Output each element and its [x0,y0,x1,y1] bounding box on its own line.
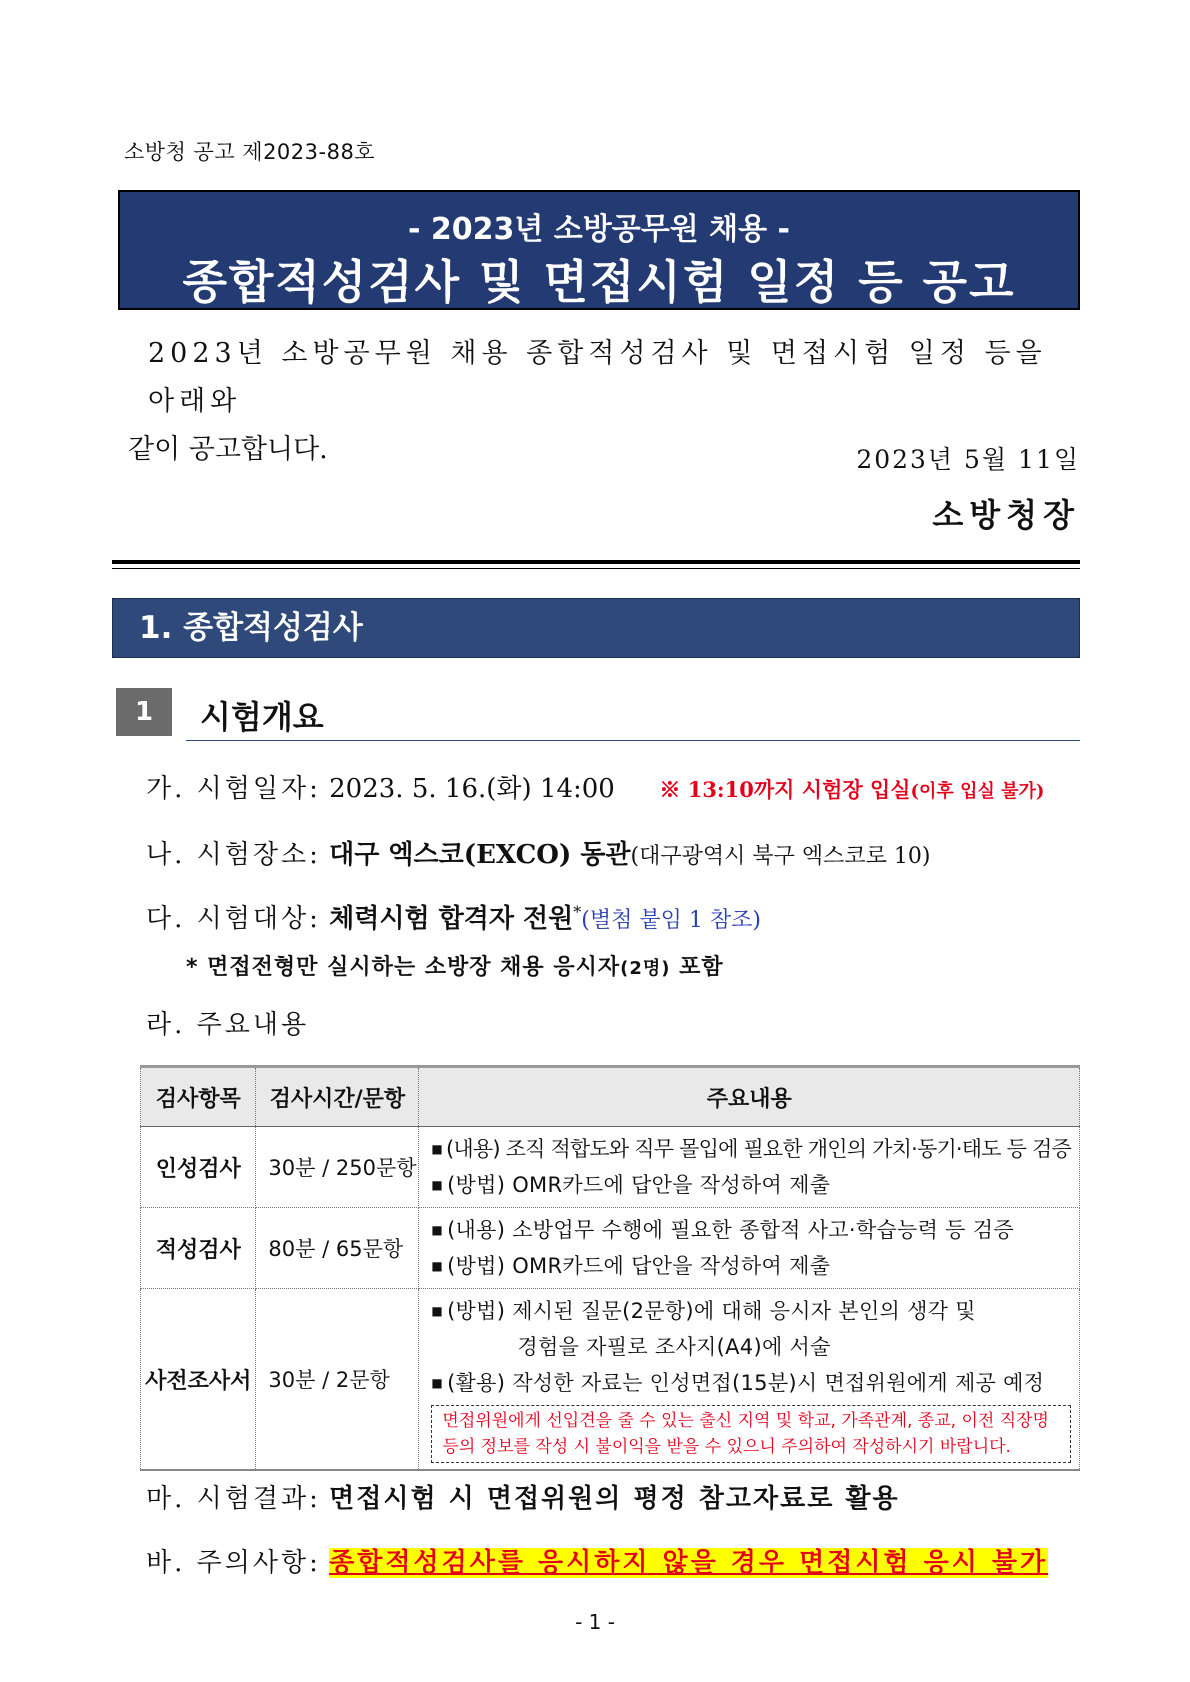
bullet-icon: ■ [431,1142,442,1156]
subsection-number: 1 [116,688,172,736]
item-exam-date [146,768,1044,805]
warning-line: 면접위원에게 선입견을 줄 수 있는 출신 지역 및 학교, 가족관계, 종교, 이전 직장명 [442,1411,1049,1431]
page-title: 종합적성검사 및 면접시험 일정 등 공고 [182,255,1016,309]
notice-date: 2023년 5월 11일 [856,445,1080,474]
page-number: - 1 - [575,1610,615,1634]
exam-target-value: 체력시험 합격자 전원 [329,904,574,934]
content-line: ■ (내용) 소방업무 수행에 필요한 종합적 사고·학습능력 등 검증 [431,1218,1014,1242]
table-header-cell: 검사항목 [141,1067,256,1127]
item-label: 바. 주의사항: [146,1548,321,1578]
test-name: 사전조사서 [141,1289,256,1471]
table-row [141,1289,1080,1471]
test-time: 30분 / 250문항 [256,1127,419,1208]
warning-box [431,1405,1071,1463]
content-line: ■ (내용) 조직 적합도와 직무 몰입에 필요한 개인의 가치·동기·태도 등 검증 [431,1137,1071,1161]
item-label: 가. 시험일자: [146,774,321,804]
subsection-underline [186,740,1080,741]
warning-line: 등의 정보를 작성 시 불이익을 받을 수 있으니 주의하여 작성하시기 바랍니다. [442,1437,1011,1457]
divider-thin [112,568,1080,569]
content-line: ■ (활용) 작성한 자료는 인성면접(15분)시 면접위원에게 제공 예정 [431,1371,1045,1395]
item-label: 나. 시험장소: [146,840,321,870]
content-line: 경험을 자필로 조사지(A4)에 서술 [517,1335,831,1359]
intro-line-2: 같이 공고합니다. [128,434,328,465]
footnote-mark: * [573,902,582,922]
bullet-icon: ■ [431,1223,444,1237]
item-exam-target [146,898,761,935]
intro-line-1: 2023년 소방공무원 채용 종합적성검사 및 면접시험 일정 등을 아래와 [148,338,1047,417]
bullet-icon: ■ [431,1376,444,1390]
bullet-icon: ■ [431,1259,444,1273]
test-content [419,1289,1080,1471]
subsection-title: 시험개요 [200,698,324,736]
divider-thick [112,560,1080,564]
footnote-count: (2명) [620,958,671,979]
table-header-cell: 주요내용 [419,1067,1080,1127]
exam-result-value: 면접시험 시 면접위원의 평정 참고자료로 활용 [329,1484,900,1514]
content-line: ■ (방법) OMR카드에 답안을 작성하여 제출 [431,1173,831,1197]
item-caution [146,1542,1048,1579]
item-exam-place [146,834,930,871]
title-subheading: - 2023년 소방공무원 채용 - [407,212,790,247]
content-line: ■ (방법) 제시된 질문(2문항)에 대해 응시자 본인의 생각 및 [431,1299,976,1323]
section-heading: 1. 종합적성검사 [112,598,1080,658]
bullet-icon: ■ [431,1178,444,1192]
test-name: 적성검사 [141,1208,256,1289]
checkin-note-main: ※ 13:10까지 시험장 입실 [659,777,911,802]
content-line: ■ (방법) OMR카드에 답안을 작성하여 제출 [431,1254,831,1278]
attachment-reference: (별첨 붙임 1 참조) [581,908,761,933]
checkin-note-sub: (이후 입실 불가) [910,781,1045,802]
target-footnote [186,950,724,981]
checkin-note [659,777,1044,802]
footnote-text: * 면접전형만 실시하는 소방장 채용 응시자 [186,955,621,980]
caution-highlight: 종합적성검사를 응시하지 않을 경우 면접시험 응시 불가 [329,1548,1049,1578]
exam-content-table [140,1065,1080,1471]
exam-date-value: 2023. 5. 16.(화) 14:00 [329,774,615,804]
table-row [141,1127,1080,1208]
item-main-content [146,1004,309,1041]
test-time: 80분 / 65문항 [256,1208,419,1289]
table-header-row [141,1067,1080,1127]
item-label: 라. 주요내용 [146,1010,310,1040]
table-header-cell: 검사시간/문항 [256,1067,419,1127]
exam-place-address: (대구광역시 북구 엑스코로 10) [630,844,931,869]
signer-name: 소방청장 [932,496,1080,534]
test-time: 30분 / 2문항 [256,1289,419,1471]
item-label: 다. 시험대상: [146,904,321,934]
item-exam-result [146,1478,900,1515]
test-name: 인성검사 [141,1127,256,1208]
table-row [141,1208,1080,1289]
test-content [419,1208,1080,1289]
footnote-tail: 포함 [670,955,724,980]
title-banner [118,190,1080,310]
notice-number: 소방청 공고 제2023-88호 [124,140,376,164]
test-content [419,1127,1080,1208]
exam-place-value: 대구 엑스코(EXCO) 동관 [329,840,631,870]
bullet-icon: ■ [431,1304,444,1318]
item-label: 마. 시험결과: [146,1484,321,1514]
